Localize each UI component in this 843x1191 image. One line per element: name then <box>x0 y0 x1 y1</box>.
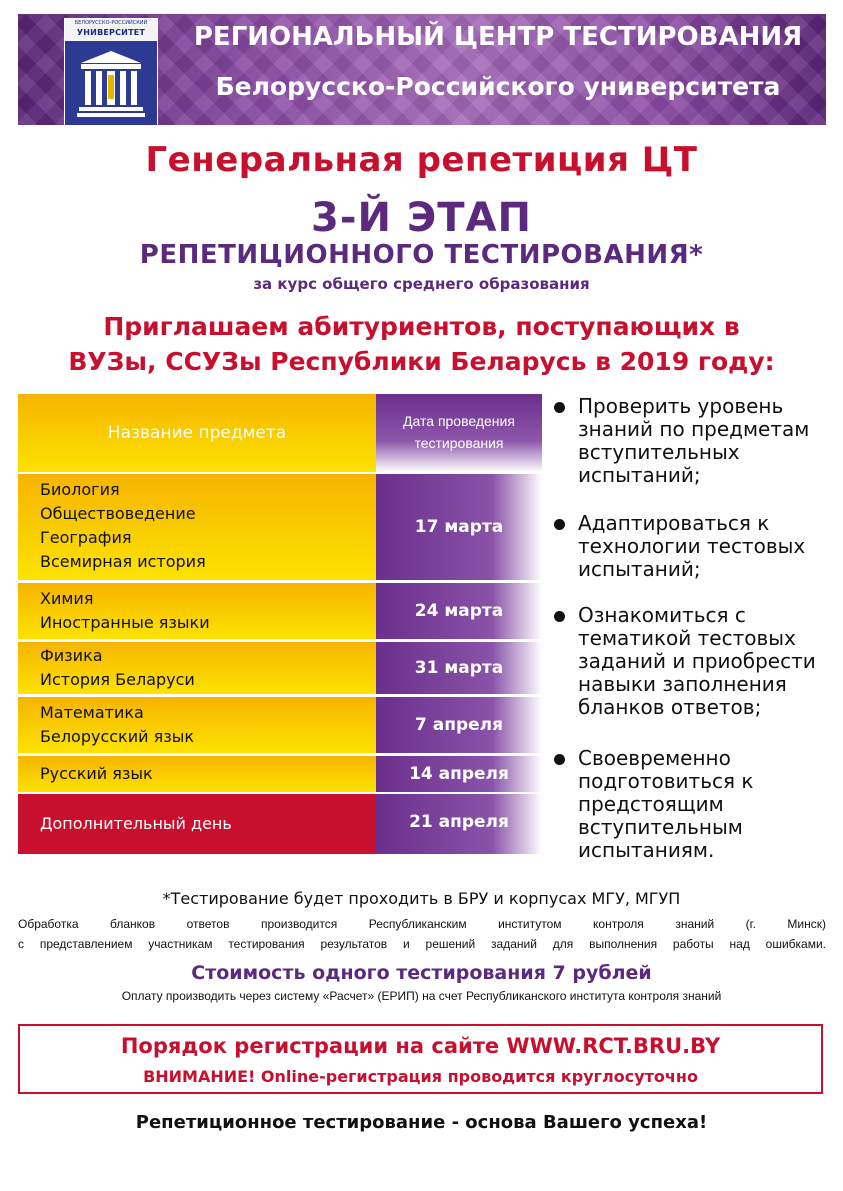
bullet-icon <box>554 519 565 530</box>
subject-geography: География <box>40 528 132 547</box>
subject-belarus-history: История Беларуси <box>40 670 195 689</box>
bullet-line: Проверить уровень <box>578 394 784 418</box>
bullet-text <box>578 395 836 487</box>
subject-foreign-languages: Иностранные языки <box>40 613 210 632</box>
logo-small-text: БЕЛОРУССКО-РОССИЙСКИЙ <box>74 20 148 26</box>
bullet-line: знаний по предметам <box>578 417 810 441</box>
table-row <box>18 583 376 639</box>
bullet-line: предстоящим <box>578 792 724 816</box>
subject-social-studies: Обществоведение <box>40 504 196 523</box>
table-row <box>18 642 376 694</box>
bullet-line: испытаниям. <box>578 838 715 862</box>
bullet-line: технологии тестовых <box>578 534 806 558</box>
bullet-text <box>578 512 836 581</box>
bullet-line: навыки заполнения <box>578 672 787 696</box>
subject-mathematics: Математика <box>40 703 144 722</box>
row-date: 7 апреля <box>376 697 542 753</box>
main-title: Генеральная репетиция ЦТ <box>145 140 698 180</box>
bullet-line: испытаний; <box>578 463 701 487</box>
stage-title: 3-Й ЭТАП <box>311 195 532 241</box>
bullet-line: тематикой тестовых <box>578 626 796 650</box>
subject-physics: Физика <box>40 646 103 665</box>
registration-notice: ВНИМАНИЕ! Online-регистрация проводится круглосуточно <box>143 1067 698 1086</box>
bullet-line: испытаний; <box>578 557 701 581</box>
subject-chemistry: Химия <box>40 589 94 608</box>
logo-name-text: УНИВЕРСИТЕТ <box>76 28 146 37</box>
table-row <box>18 756 376 792</box>
processing-line-2: с представлением участникам тестирования результатов и решений заданий для выполнения работы над ошибками. <box>18 937 826 951</box>
header-subject: Название предмета <box>107 423 287 443</box>
row-subjects <box>40 644 195 692</box>
invite-line-1: Приглашаем абитуриентов, поступающих в <box>103 312 740 341</box>
processing-line-1: Обработка бланков ответов производится Республиканским институтом контроля знаний (г. Минск) <box>18 917 826 931</box>
table-row <box>18 697 376 753</box>
subject-biology: Биология <box>40 480 120 499</box>
motto-text: Репетиционное тестирование - основа Вашего успеха! <box>135 1112 708 1133</box>
bullet-text <box>578 604 836 719</box>
row-subjects <box>40 701 194 749</box>
row-date: 21 апреля <box>376 794 542 854</box>
bullet-line: Адаптироваться к <box>578 511 770 535</box>
bullet-line: вступительных <box>578 440 740 464</box>
bullet-icon <box>554 611 565 622</box>
bullet-line: Своевременно <box>578 746 731 770</box>
bullet-line: подготовиться к <box>578 769 754 793</box>
row-date: 17 марта <box>376 474 542 580</box>
invite-line-2: ВУЗы, ССУЗы Республики Беларусь в 2019 году: <box>68 347 775 376</box>
row-date: 14 апреля <box>376 756 542 792</box>
registration-site-text: Порядок регистрации на сайте WWW.RCT.BRU.BY <box>120 1034 721 1058</box>
table-row <box>18 474 376 580</box>
cost-text: Стоимость одного тестирования 7 рублей <box>191 962 652 984</box>
header-title: РЕГИОНАЛЬНЫЙ ЦЕНТР ТЕСТИРОВАНИЯ <box>193 22 803 52</box>
subject-world-history: Всемирная история <box>40 552 206 571</box>
row-date: 31 марта <box>376 642 542 694</box>
table-header-date-cell <box>376 394 542 472</box>
bullet-line: бланков ответов; <box>578 695 762 719</box>
subtitle: РЕПЕТИЦИОННОГО ТЕСТИРОВАНИЯ* <box>139 240 704 270</box>
table-row-extra-day <box>18 794 376 854</box>
bullet-icon <box>554 754 565 765</box>
header-date-line-2: тестирования <box>414 435 504 451</box>
invite-text <box>0 309 843 379</box>
registration-box <box>18 1024 823 1094</box>
bullet-line: Ознакомиться с <box>578 603 746 627</box>
payment-text: Оплату производить через систему «Расчет» (ЕРИП) на счет Республиканского института контроля знаний <box>121 989 722 1003</box>
table-header-subject-cell <box>18 394 376 472</box>
header-subtitle: Белорусско-Российского университета <box>215 72 781 101</box>
testing-location-note: *Тестирование будет проходить в БРУ и корпусах МГУ, МГУП <box>162 889 681 908</box>
subject-belarusian-language: Белорусский язык <box>40 727 195 746</box>
bullet-line: заданий и приобрести <box>578 649 816 673</box>
row-date: 24 марта <box>376 583 542 639</box>
subject-extra-day: Дополнительный день <box>40 814 232 833</box>
subject-russian-language: Русский язык <box>40 764 153 783</box>
bullet-line: вступительным <box>578 815 743 839</box>
row-subjects <box>40 478 206 574</box>
header-banner <box>18 14 826 125</box>
building-emblem-icon <box>75 47 147 121</box>
header-date-line-1: Дата проведения <box>403 413 515 429</box>
row-subjects <box>40 587 210 635</box>
bullet-text <box>578 747 836 862</box>
bullet-icon <box>554 402 565 413</box>
course-caption: за курс общего среднего образования <box>253 275 590 293</box>
